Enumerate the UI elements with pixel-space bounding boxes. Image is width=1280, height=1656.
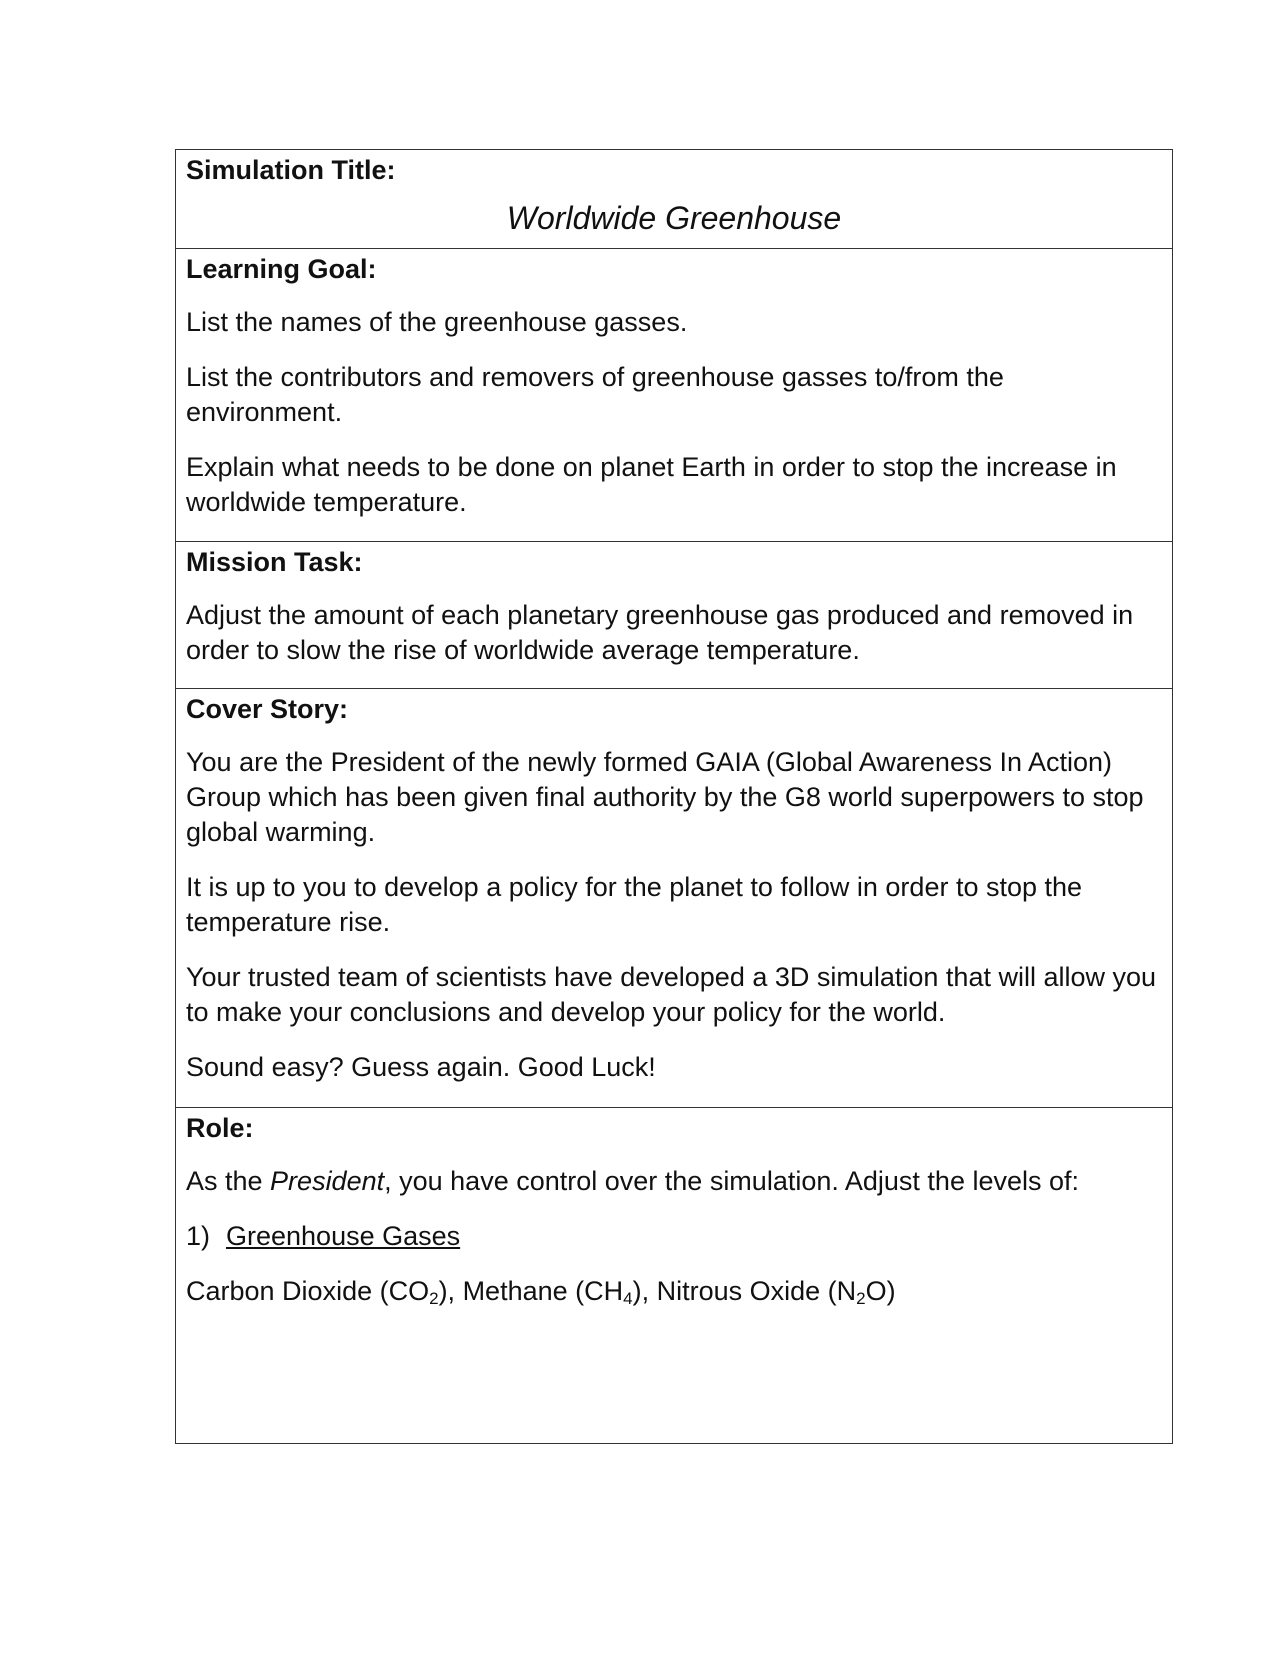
cover-story-paragraph: It is up to you to develop a policy for the planet to follow in order to stop the temperature rise. <box>186 872 1083 937</box>
gas-list <box>186 1274 1162 1309</box>
gas-n2o-close: O) <box>865 1276 896 1306</box>
cover-story-paragraph: Sound easy? Guess again. Good Luck! <box>186 1052 656 1082</box>
mission-task-text: Adjust the amount of each planetary greenhouse gas produced and removed in order to slow the rise of worldwide average temperature. <box>186 600 1134 665</box>
learning-goal-label: Learning Goal: <box>186 254 377 284</box>
role-list-heading: Greenhouse Gases <box>226 1221 461 1251</box>
role-intro-prefix: As the <box>186 1166 271 1196</box>
simulation-title-row <box>176 150 1172 248</box>
role-row <box>176 1107 1172 1443</box>
gas-co2-close: ), <box>438 1276 463 1306</box>
cover-story-paragraph: You are the President of the newly formed GAIA (Global Awareness In Action) Group which has been given final authority by the G8 world superpowers to stop global warming. <box>186 747 1144 847</box>
simulation-title: Worldwide Greenhouse <box>506 200 842 236</box>
gas-ch4-name: Methane (CH <box>462 1276 624 1306</box>
mission-task-row <box>176 541 1172 688</box>
role-label: Role: <box>186 1113 254 1143</box>
learning-goal-row <box>176 248 1172 541</box>
gas-co2-subscript: 2 <box>429 1289 439 1308</box>
simulation-table <box>175 149 1173 1444</box>
learning-goal-item: List the names of the greenhouse gasses. <box>186 307 688 337</box>
role-list-number: 1) <box>186 1221 211 1251</box>
gas-ch4-subscript: 4 <box>623 1289 633 1308</box>
role-intro-suffix: , you have control over the simulation. Adjust the levels of: <box>384 1166 1080 1196</box>
gas-n2o-name: Nitrous Oxide (N <box>656 1276 857 1306</box>
role-intro <box>186 1164 1162 1199</box>
learning-goal-item: Explain what needs to be done on planet Earth in order to stop the increase in worldwide temperature. <box>186 452 1117 517</box>
gas-n2o-subscript: 2 <box>856 1289 866 1308</box>
gas-co2-name: Carbon Dioxide (CO <box>186 1276 430 1306</box>
gas-ch4-close: ), <box>632 1276 657 1306</box>
simulation-title-label: Simulation Title: <box>186 155 396 185</box>
role-list-item <box>186 1219 1162 1254</box>
cover-story-label: Cover Story: <box>186 694 349 724</box>
cover-story-row <box>176 688 1172 1107</box>
learning-goal-item: List the contributors and removers of greenhouse gasses to/from the environment. <box>186 362 1004 427</box>
cover-story-paragraph: Your trusted team of scientists have developed a 3D simulation that will allow you to make your conclusions and develop your policy for the world. <box>186 962 1157 1027</box>
mission-task-label: Mission Task: <box>186 547 363 577</box>
role-intro-president: President <box>270 1166 385 1196</box>
